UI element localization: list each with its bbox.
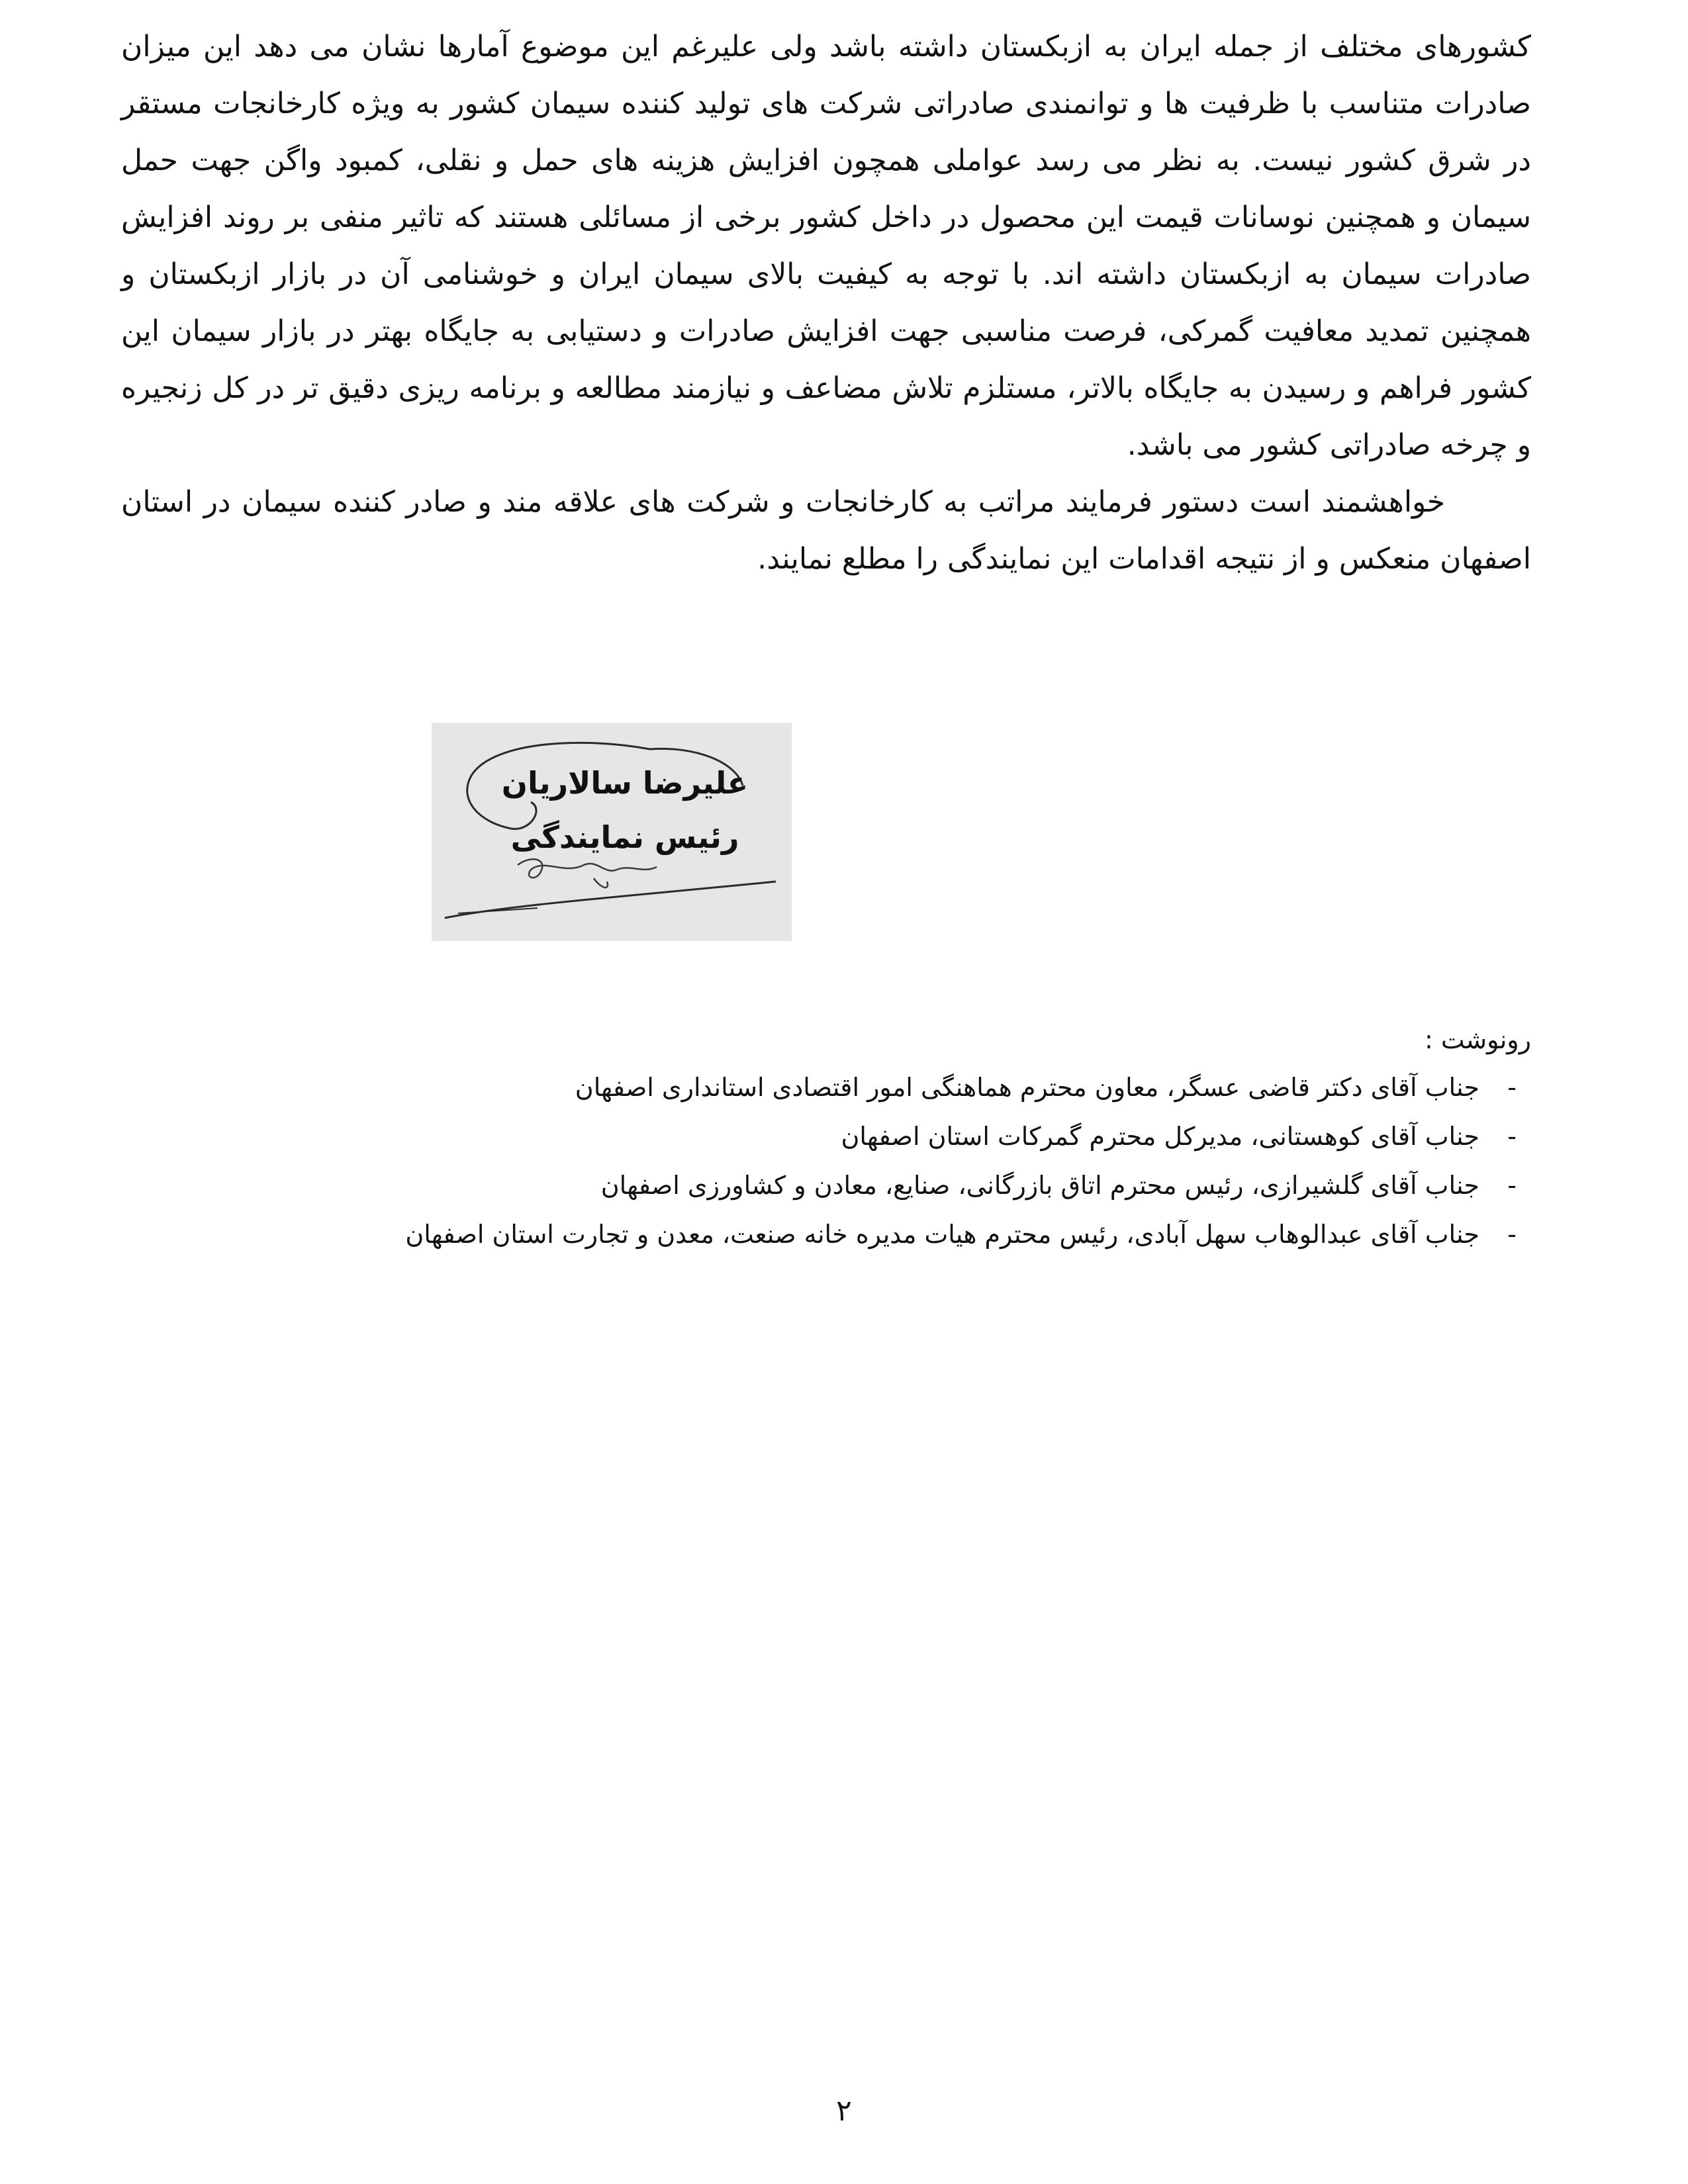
list-bullet: - <box>1507 1122 1517 1151</box>
letter-body <box>121 19 1531 588</box>
cc-recipient: جناب آقای عبدالوهاب سهل آبادی، رئیس محترم هیات مدیره خانه صنعت، معدن و تجارت استان اصفهان <box>405 1220 1479 1249</box>
list-bullet: - <box>1507 1171 1517 1200</box>
body-paragraph: کشورهای مختلف از جمله ایران به ازبکستان داشته باشد ولی علیرغم این موضوع آمارها نشان می دهد این میزان صادرات متناسب با ظرفیت ها و توانمندی صادراتی شرکت های تولید کننده سیمان کشور به ویژه کارخانجات مستقر در شرق کشور نیست. به نظر می رسد عواملی همچون افزایش هزینه های حمل و نقلی، کمبود واگن جهت حمل سیمان و همچنین نوسانات قیمت این محصول در داخل کشور برخی از مسائلی هستند که تاثیر منفی بر روند افزایش صادرات سیمان به ازبکستان داشته اند. با توجه به کیفیت بالای سیمان ایران و خوشنامی آن در بازار ازبکستان و همچنین تمدید معافیت گمرکی، فرصت مناسبی جهت افزایش صادرات و دستیابی به جایگاه بهتر در بازار سیمان این کشور فراهم و رسیدن به جایگاه بالاتر، مستلزم تلاش مضاعف و نیازمند مطالعه و برنامه ریزی دقیق تر در کل زنجیره و چرخه صادراتی کشور می باشد. <box>121 30 1531 462</box>
list-item <box>121 1112 1531 1161</box>
cc-list <box>121 1063 1531 1259</box>
page-number: ۲ <box>836 2094 852 2128</box>
list-item <box>121 1063 1531 1112</box>
cc-recipient: جناب آقای کوهستانی، مدیرکل محترم گمرکات استان اصفهان <box>841 1122 1479 1151</box>
list-item <box>121 1161 1531 1210</box>
list-bullet: - <box>1507 1073 1517 1102</box>
signatory-name: علیرضا سالاریان <box>501 765 749 801</box>
signatory-title: رئیس نمایندگی <box>510 819 739 855</box>
cc-recipient: جناب آقای گلشیرازی، رئیس محترم اتاق بازرگانی، صنایع، معادن و کشاورزی اصفهان <box>600 1171 1479 1200</box>
cc-recipient: جناب آقای دکتر قاضی عسگر، معاون محترم هماهنگی امور اقتصادی استانداری اصفهان <box>575 1073 1479 1102</box>
body-paragraph: خواهشمند است دستور فرمایند مراتب به کارخانجات و شرکت های علاقه مند و صادر کننده سیمان در استان اصفهان منعکس و از نتیجه اقدامات این نمایندگی را مطلع نمایند. <box>121 485 1531 576</box>
list-bullet: - <box>1507 1220 1517 1249</box>
cc-section <box>121 1019 1531 1259</box>
list-item <box>121 1210 1531 1259</box>
signature-stamp <box>432 723 792 941</box>
cc-heading: رونوشت : <box>1425 1025 1531 1054</box>
